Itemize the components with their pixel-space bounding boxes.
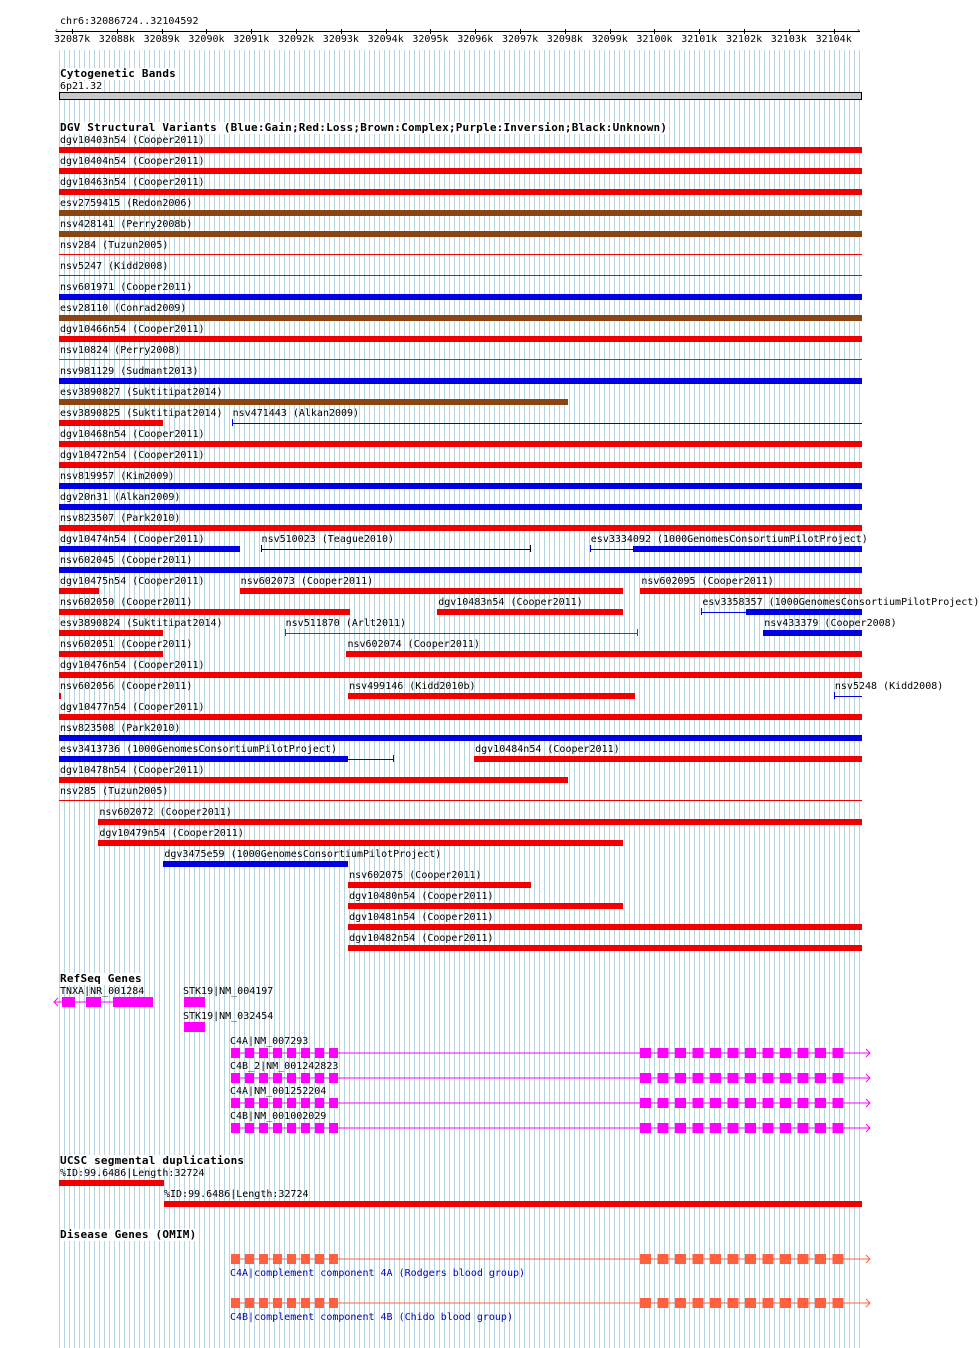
dgv-variant-label[interactable]: dgv3475e59 (1000GenomesConsortiumPilotProject) (164, 849, 442, 860)
dgv-variant-feature[interactable] (474, 756, 862, 762)
dgv-variant-label[interactable]: nsv602075 (Cooper2011) (349, 870, 482, 881)
ruler-tick-label: 32094k (367, 34, 404, 45)
dgv-variant-label[interactable]: nsv602050 (Cooper2011) (60, 597, 193, 608)
dgv-variant-label[interactable]: esv3334092 (1000GenomesConsortiumPilotProject) (590, 534, 868, 545)
ruler-tick-label: 32093k (322, 34, 359, 45)
dgv-variant-label[interactable]: dgv10472n54 (Cooper2011) (60, 450, 205, 461)
omim-gene-model[interactable] (0, 1297, 890, 1311)
dgv-variant-feature[interactable] (346, 651, 862, 657)
dgv-variant-label[interactable]: nsv981129 (Sudmant2013) (60, 366, 199, 377)
dgv-variant-label[interactable]: nsv510023 (Teague2010) (261, 534, 394, 545)
dgv-variant-label[interactable]: nsv285 (Tuzun2005) (60, 786, 169, 797)
dgv-variant-label[interactable]: dgv10475n54 (Cooper2011) (60, 576, 205, 587)
dgv-variant-label[interactable]: dgv10468n54 (Cooper2011) (60, 429, 205, 440)
ruler-tick-label: 32089k (143, 34, 180, 45)
dgv-variant-endcap (393, 755, 394, 762)
dgv-variant-label[interactable]: nsv10824 (Perry2008) (60, 345, 181, 356)
dgv-variant-label[interactable]: dgv10477n54 (Cooper2011) (60, 702, 205, 713)
gene-label[interactable]: C4A|NM_001252204 (230, 1086, 327, 1097)
ruler-tick-label: 32091k (233, 34, 270, 45)
ruler-tick-label: 32101k (681, 34, 718, 45)
dgv-variant-label[interactable]: dgv20n31 (Alkan2009) (60, 492, 181, 503)
ruler-tick-label: 32088k (98, 34, 135, 45)
ruler-tick-label: 32095k (412, 34, 449, 45)
dgv-variant-feature[interactable] (59, 189, 862, 195)
dgv-variant-label[interactable]: nsv602051 (Cooper2011) (60, 639, 193, 650)
dgv-variant-feature[interactable] (348, 693, 635, 699)
cytoband-label: 6p21.32 (60, 81, 103, 92)
omim-title: Disease Genes (OMIM) (60, 1228, 197, 1241)
dgv-variant-endcap (834, 692, 835, 699)
dgv-variant-feature[interactable] (59, 254, 862, 255)
dgv-variant-feature[interactable] (348, 945, 862, 951)
dgv-variant-label[interactable]: dgv10478n54 (Cooper2011) (60, 765, 205, 776)
dgv-variant-feature[interactable] (59, 714, 862, 720)
gene-model[interactable] (0, 996, 890, 1010)
dgv-variant-feature[interactable] (59, 567, 862, 573)
dgv-variant-feature[interactable] (98, 819, 862, 825)
dgv-variant-label[interactable]: nsv471443 (Alkan2009) (232, 408, 360, 419)
dgv-variant-feature[interactable] (59, 504, 862, 510)
dgv-variant-label[interactable]: dgv10481n54 (Cooper2011) (349, 912, 494, 923)
dgv-variant-label[interactable]: dgv10463n54 (Cooper2011) (60, 177, 205, 188)
dgv-variant-feature[interactable] (59, 275, 862, 276)
dgv-variant-label[interactable]: nsv284 (Tuzun2005) (60, 240, 169, 251)
dgv-variant-feature[interactable] (163, 861, 348, 867)
dgv-variant-feature[interactable] (59, 294, 862, 300)
dgv-variant-feature[interactable] (59, 378, 862, 384)
refseq-title: RefSeq Genes (60, 972, 142, 985)
dgv-variant-label[interactable]: nsv499146 (Kidd2010b) (349, 681, 476, 692)
ruler-tick-label: 32096k (457, 34, 494, 45)
dgv-variant-label[interactable]: esv2759415 (Redon2006) (60, 198, 193, 209)
dgv-variant-feature[interactable] (640, 588, 862, 594)
gene-label[interactable]: C4B_2|NM_001242823 (230, 1061, 339, 1072)
dgv-variant-feature[interactable] (348, 903, 623, 909)
dgv-variant-label[interactable]: dgv10479n54 (Cooper2011) (99, 828, 244, 839)
dgv-variant-feature[interactable] (59, 462, 862, 468)
dgv-variant-feature[interactable] (59, 525, 862, 531)
gene-model[interactable] (0, 1072, 890, 1086)
dgv-variant-label[interactable]: nsv602072 (Cooper2011) (99, 807, 232, 818)
ruler-tick-label: 32102k (726, 34, 763, 45)
omim-label[interactable]: C4A|complement component 4A (Rodgers blood group) (230, 1268, 526, 1279)
gene-label[interactable]: C4B|NM_001002029 (230, 1111, 327, 1122)
dgv-variant-feature[interactable] (59, 231, 862, 237)
ruler-position: chr6:32086724..32104592 (60, 16, 199, 27)
omim-gene-model[interactable] (0, 1253, 890, 1267)
dgv-variant-endcap (261, 545, 262, 552)
ruler-tick-label: 32100k (636, 34, 673, 45)
segdup-label[interactable]: %ID:99.6486|Length:32724 (164, 1189, 309, 1200)
dgv-variant-feature[interactable] (633, 546, 862, 552)
dgv-variant-endcap (590, 545, 591, 552)
dgv-variant-label[interactable]: nsv5248 (Kidd2008) (834, 681, 944, 692)
dgv-variant-feature[interactable] (59, 588, 99, 594)
ruler-tick-label: 32099k (591, 34, 628, 45)
dgv-variant-label[interactable]: esv28110 (Conrad2009) (60, 303, 187, 314)
dgv-variant-feature[interactable] (59, 168, 862, 174)
dgv-variant-feature[interactable] (763, 630, 862, 636)
gene-label[interactable]: STK19|NM_032454 (183, 1011, 274, 1022)
dgv-variant-feature[interactable] (701, 612, 745, 613)
ruler-tick-label: 32092k (278, 34, 315, 45)
dgv-variant-label[interactable]: dgv10484n54 (Cooper2011) (475, 744, 620, 755)
dgv-variant-label[interactable]: nsv428141 (Perry2008b) (60, 219, 193, 230)
ruler-tick-label: 32097k (502, 34, 539, 45)
dgv-variant-feature[interactable] (348, 882, 531, 888)
segdup-title: UCSC segmental duplications (60, 1154, 245, 1167)
dgv-variant-label[interactable]: esv3358357 (1000GenomesConsortiumPilotProject) (702, 597, 979, 608)
gene-model[interactable] (0, 1047, 890, 1061)
dgv-variant-feature[interactable] (59, 672, 862, 678)
ruler-tick-label: 32090k (188, 34, 225, 45)
dgv-variant-label[interactable]: nsv602056 (Cooper2011) (60, 681, 193, 692)
dgv-variant-feature[interactable] (746, 609, 862, 615)
dgv-variant-feature[interactable] (59, 651, 163, 657)
omim-label[interactable]: C4B|complement component 4B (Chido blood group) (230, 1312, 513, 1323)
ruler-axis (56, 31, 860, 32)
dgv-variant-label[interactable]: esv3413736 (1000GenomesConsortiumPilotProject) (60, 744, 337, 755)
dgv-variant-feature[interactable] (59, 756, 348, 762)
dgv-variant-feature[interactable] (59, 735, 862, 741)
dgv-variant-label[interactable]: nsv5247 (Kidd2008) (60, 261, 169, 272)
ruler-tick-label: 32104k (815, 34, 852, 45)
dgv-variant-label[interactable]: esv3890827 (Suktitipat2014) (60, 387, 223, 398)
gene-label[interactable]: C4A|NM_007293 (230, 1036, 309, 1047)
ruler-tick-label: 32087k (54, 34, 91, 45)
dgv-variant-label[interactable]: nsv433379 (Cooper2008) (764, 618, 897, 629)
dgv-title: DGV Structural Variants (Blue:Gain;Red:Loss;Brown:Complex;Purple:Inversion;Black:Unknown) (60, 121, 668, 134)
gene-model[interactable] (0, 1097, 890, 1111)
dgv-variant-label[interactable]: dgv10476n54 (Cooper2011) (60, 660, 205, 671)
dgv-variant-feature[interactable] (261, 549, 530, 550)
dgv-variant-label[interactable]: dgv10403n54 (Cooper2011) (60, 135, 205, 146)
dgv-variant-label[interactable]: esv3890824 (Suktitipat2014) (60, 618, 223, 629)
ruler-arrow-right-icon: › (856, 26, 861, 35)
dgv-variant-feature[interactable] (59, 483, 862, 489)
dgv-variant-feature[interactable] (98, 840, 622, 846)
dgv-variant-feature[interactable] (437, 609, 622, 615)
dgv-variant-label[interactable]: dgv10404n54 (Cooper2011) (60, 156, 205, 167)
dgv-variant-label[interactable]: dgv10483n54 (Cooper2011) (438, 597, 583, 608)
cytoband-bar (59, 92, 862, 100)
segdup-feature[interactable] (59, 1180, 164, 1186)
dgv-variant-feature[interactable] (59, 546, 240, 552)
dgv-variant-endcap (701, 608, 702, 615)
dgv-variant-endcap (637, 629, 638, 636)
dgv-variant-endcap (530, 545, 531, 552)
dgv-variant-label[interactable]: dgv10480n54 (Cooper2011) (349, 891, 494, 902)
ruler-tick-label: 32103k (770, 34, 807, 45)
dgv-variant-feature[interactable] (59, 399, 568, 405)
ruler-tick-label: 32098k (546, 34, 583, 45)
gene-model[interactable] (0, 1122, 890, 1136)
dgv-variant-feature[interactable] (59, 693, 61, 699)
right-margin (862, 0, 890, 1348)
dgv-variant-feature[interactable] (59, 609, 350, 615)
dgv-variant-label[interactable]: nsv511870 (Arlt2011) (285, 618, 407, 629)
dgv-variant-feature[interactable] (59, 147, 862, 153)
dgv-variant-feature[interactable] (834, 696, 862, 697)
dgv-variant-label[interactable]: nsv602073 (Cooper2011) (240, 576, 374, 587)
dgv-variant-feature[interactable] (59, 420, 163, 426)
cytoband-title: Cytogenetic Bands (60, 67, 176, 80)
dgv-variant-feature[interactable] (59, 210, 862, 216)
ruler (0, 0, 890, 50)
left-margin (0, 0, 59, 1348)
dgv-variant-feature[interactable] (59, 315, 862, 321)
dgv-variant-feature[interactable] (240, 588, 623, 594)
dgv-variant-label[interactable]: dgv10482n54 (Cooper2011) (349, 933, 494, 944)
dgv-variant-label[interactable]: nsv602045 (Cooper2011) (60, 555, 193, 566)
dgv-variant-feature[interactable] (232, 423, 862, 424)
dgv-variant-feature[interactable] (348, 924, 862, 930)
dgv-variant-endcap (232, 419, 233, 426)
gene-label[interactable]: TNXA|NR_001284 (60, 986, 145, 997)
dgv-variant-label[interactable]: nsv602095 (Cooper2011) (641, 576, 774, 587)
dgv-variant-label[interactable]: nsv601971 (Cooper2011) (60, 282, 193, 293)
segdup-label[interactable]: %ID:99.6486|Length:32724 (60, 1168, 205, 1179)
dgv-variant-label[interactable]: nsv819957 (Kim2009) (60, 471, 175, 482)
dgv-variant-label[interactable]: nsv823508 (Park2010) (60, 723, 181, 734)
dgv-variant-feature[interactable] (590, 549, 633, 550)
gene-model[interactable] (0, 1021, 890, 1035)
gene-label[interactable]: STK19|NM_004197 (183, 986, 274, 997)
dgv-variant-label[interactable]: dgv10474n54 (Cooper2011) (60, 534, 205, 545)
dgv-variant-label[interactable]: dgv10466n54 (Cooper2011) (60, 324, 205, 335)
dgv-variant-feature[interactable] (59, 630, 163, 636)
segdup-feature[interactable] (164, 1201, 862, 1207)
dgv-variant-feature[interactable] (59, 336, 862, 342)
dgv-variant-feature[interactable] (59, 359, 862, 360)
dgv-variant-feature[interactable] (285, 633, 638, 634)
dgv-variant-label[interactable]: nsv823507 (Park2010) (60, 513, 181, 524)
dgv-variant-feature[interactable] (59, 777, 568, 783)
dgv-variant-feature[interactable] (59, 800, 862, 801)
dgv-variant-feature[interactable] (348, 759, 393, 760)
ruler-arrow-left-icon: ‹ (54, 26, 59, 35)
dgv-variant-endcap (285, 629, 286, 636)
dgv-variant-label[interactable]: nsv602074 (Cooper2011) (347, 639, 480, 650)
dgv-variant-feature[interactable] (59, 441, 862, 447)
dgv-variant-label[interactable]: esv3890825 (Suktitipat2014) (60, 408, 223, 419)
